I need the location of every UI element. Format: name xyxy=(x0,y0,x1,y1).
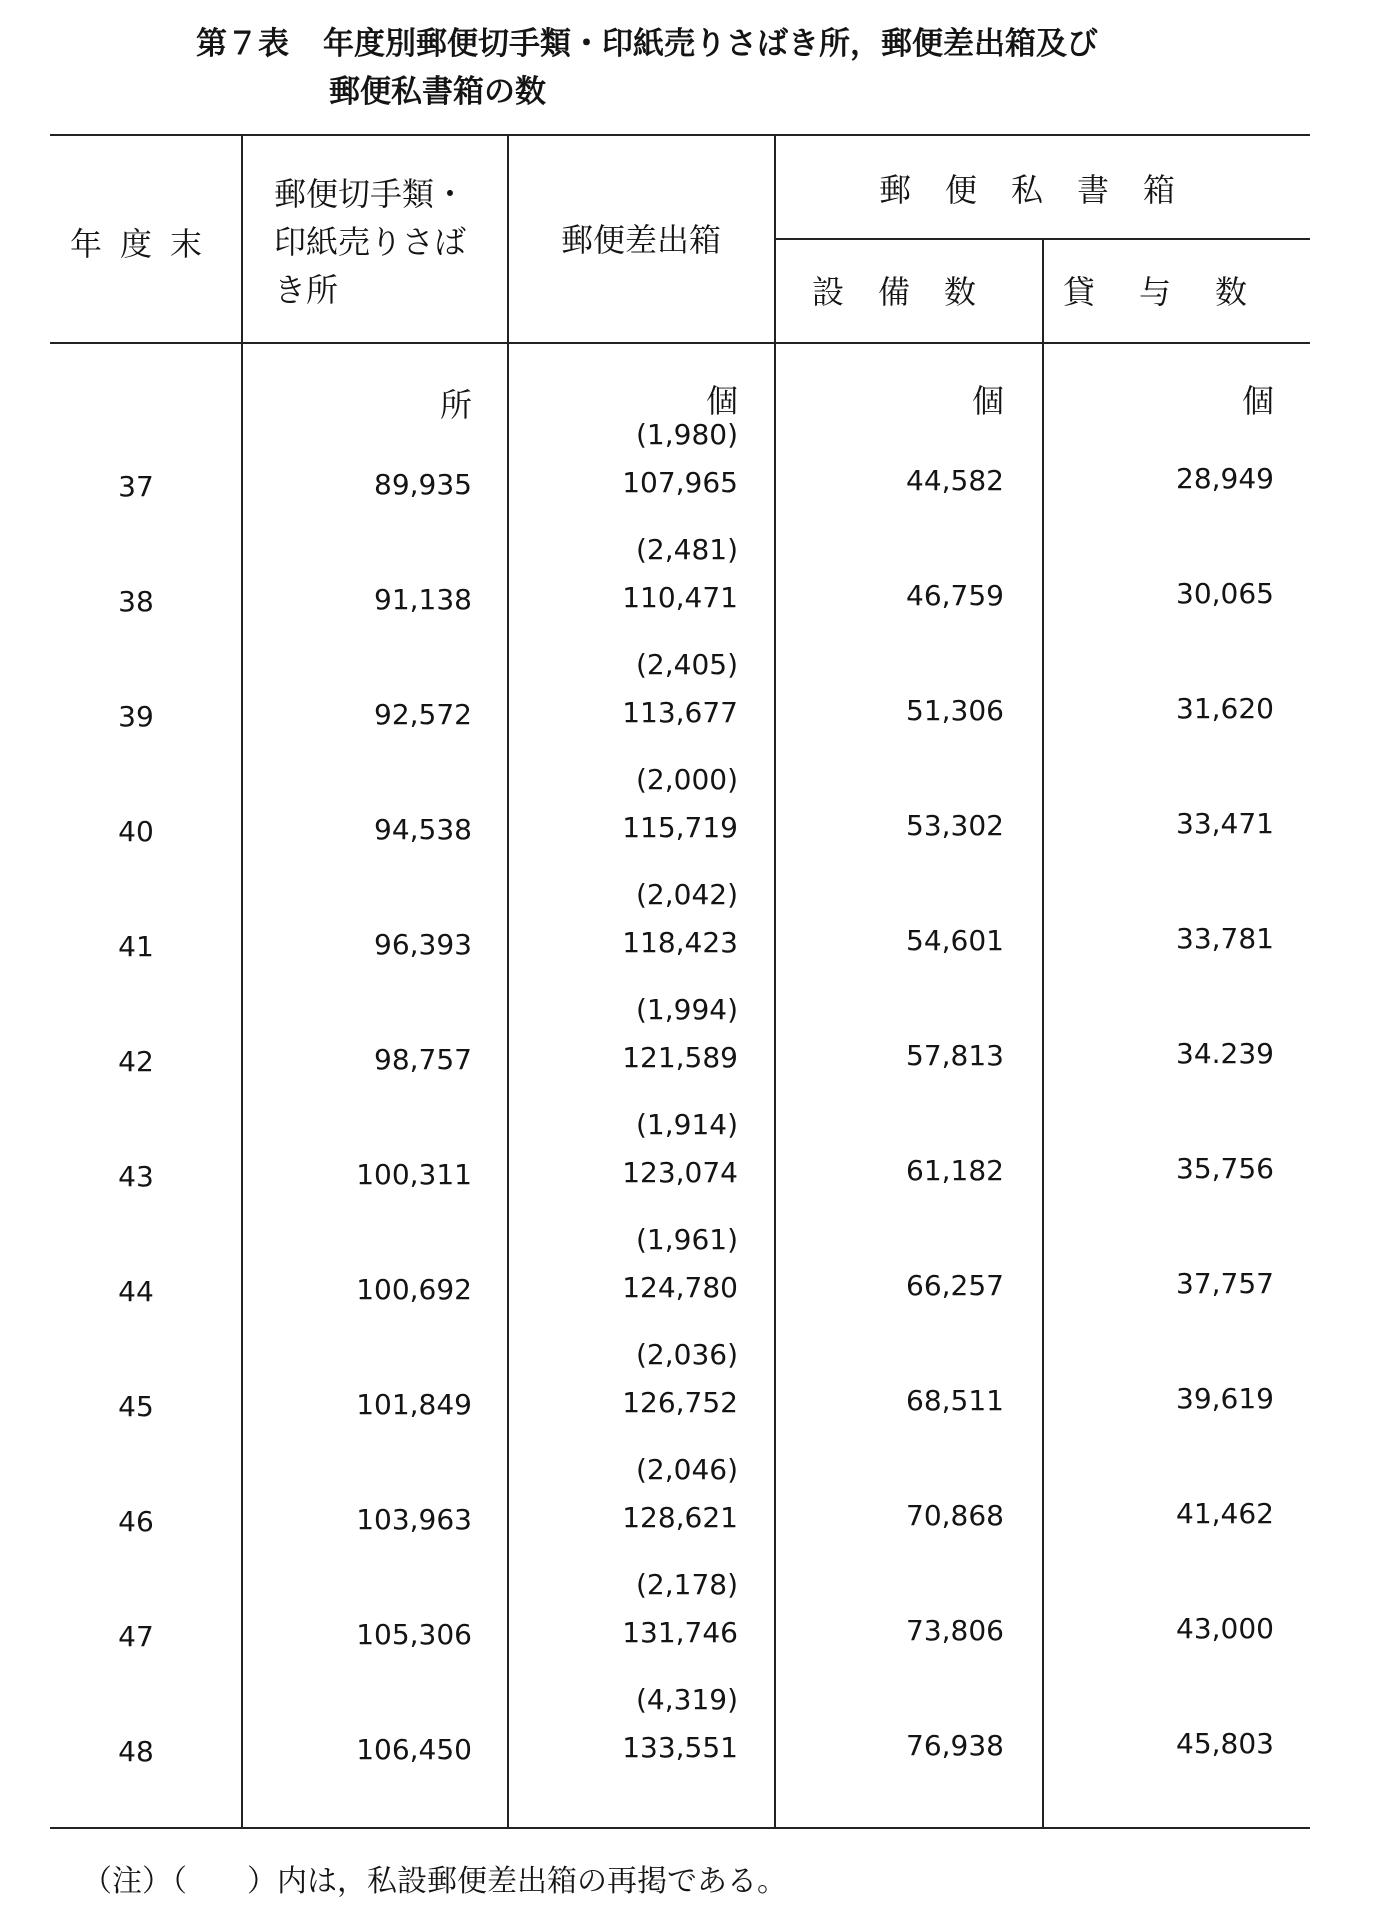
cell-stamp-sellers: 96,393 xyxy=(374,928,472,961)
cell-loaned: 34.239 xyxy=(1176,1037,1274,1070)
cell-loaned: 31,620 xyxy=(1176,692,1274,725)
cell-loaned: 37,757 xyxy=(1176,1267,1274,1300)
cell-mailbox-private: (2,481) xyxy=(635,533,738,566)
col-divider-2 xyxy=(507,135,509,1827)
cell-loaned: 39,619 xyxy=(1176,1382,1274,1415)
cell-mailbox: 123,074 xyxy=(622,1156,738,1189)
cell-loaned: 43,000 xyxy=(1176,1612,1274,1645)
cell-stamp-sellers: 91,138 xyxy=(374,583,472,616)
cell-mailbox: 124,780 xyxy=(622,1271,738,1304)
unit-mailbox: 個 xyxy=(705,382,738,420)
cell-installed: 70,868 xyxy=(906,1499,1004,1532)
header-mailbox: 郵便差出箱 xyxy=(560,221,721,259)
cell-mailbox: 110,471 xyxy=(622,581,738,614)
cell-year: 45 xyxy=(118,1390,154,1423)
unit-installed: 個 xyxy=(971,382,1004,420)
cell-stamp-sellers: 92,572 xyxy=(374,698,472,731)
header-stamp-line-3: き所 xyxy=(274,271,339,309)
cell-stamp-sellers: 101,849 xyxy=(356,1388,472,1421)
col-divider-1 xyxy=(241,135,243,1827)
cell-stamp-sellers: 100,692 xyxy=(356,1273,472,1306)
header-year: 年度末 xyxy=(69,225,220,263)
cell-year: 37 xyxy=(118,470,154,503)
table-number: 第７表 xyxy=(196,26,289,62)
header-stamp-line-2: 印紙売りさば xyxy=(274,223,467,261)
cell-mailbox-private: (1,994) xyxy=(635,993,738,1026)
cell-mailbox: 131,746 xyxy=(622,1616,738,1649)
header-pobox: 郵便私書箱 xyxy=(878,171,1209,209)
cell-mailbox-private: (2,046) xyxy=(635,1453,738,1486)
cell-installed: 51,306 xyxy=(906,694,1004,727)
cell-loaned: 28,949 xyxy=(1176,462,1274,495)
cell-mailbox-private: (1,961) xyxy=(635,1223,738,1256)
cell-mailbox: 128,621 xyxy=(622,1501,738,1534)
cell-stamp-sellers: 106,450 xyxy=(356,1733,472,1766)
cell-year: 47 xyxy=(118,1620,154,1653)
cell-mailbox: 115,719 xyxy=(622,811,738,844)
cell-year: 41 xyxy=(118,930,154,963)
cell-installed: 54,601 xyxy=(906,924,1004,957)
cell-installed: 73,806 xyxy=(906,1614,1004,1647)
col-divider-3 xyxy=(774,135,776,1827)
unit-loaned: 個 xyxy=(1241,382,1274,420)
cell-mailbox-private: (4,319) xyxy=(635,1683,738,1716)
cell-installed: 76,938 xyxy=(906,1729,1004,1762)
cell-stamp-sellers: 100,311 xyxy=(356,1158,472,1191)
header-bottom-rule xyxy=(50,342,1310,344)
footnote: （注）（ ）内は，私設郵便差出箱の再掲である。 xyxy=(82,1864,787,1899)
cell-loaned: 45,803 xyxy=(1176,1727,1274,1760)
cell-stamp-sellers: 94,538 xyxy=(374,813,472,846)
cell-loaned: 30,065 xyxy=(1176,577,1274,610)
cell-year: 44 xyxy=(118,1275,154,1308)
cell-stamp-sellers: 98,757 xyxy=(374,1043,472,1076)
cell-mailbox: 126,752 xyxy=(622,1386,738,1419)
cell-installed: 61,182 xyxy=(906,1154,1004,1187)
header-stamp-sellers xyxy=(250,170,524,314)
cell-loaned: 41,462 xyxy=(1176,1497,1274,1530)
cell-installed: 66,257 xyxy=(906,1269,1004,1302)
cell-loaned: 33,781 xyxy=(1176,922,1274,955)
cell-mailbox-private: (1,980) xyxy=(635,418,738,451)
cell-mailbox-private: (2,036) xyxy=(635,1338,738,1371)
table-title xyxy=(196,20,1098,116)
cell-year: 48 xyxy=(118,1735,154,1768)
cell-loaned: 33,471 xyxy=(1176,807,1274,840)
cell-mailbox: 118,423 xyxy=(622,926,738,959)
unit-stamp: 所 xyxy=(439,386,472,424)
header-loaned: 貸与数 xyxy=(1062,273,1291,311)
cell-mailbox-private: (2,178) xyxy=(635,1568,738,1601)
cell-year: 43 xyxy=(118,1160,154,1193)
cell-stamp-sellers: 89,935 xyxy=(374,468,472,501)
cell-mailbox: 121,589 xyxy=(622,1041,738,1074)
cell-mailbox-private: (2,000) xyxy=(635,763,738,796)
cell-installed: 44,582 xyxy=(906,464,1004,497)
cell-installed: 53,302 xyxy=(906,809,1004,842)
header-installed: 設備数 xyxy=(811,273,1010,311)
cell-year: 38 xyxy=(118,585,154,618)
cell-year: 46 xyxy=(118,1505,154,1538)
cell-mailbox-private: (2,405) xyxy=(635,648,738,681)
header-stamp-line-1: 郵便切手類・ xyxy=(274,175,467,213)
cell-stamp-sellers: 103,963 xyxy=(356,1503,472,1536)
cell-year: 40 xyxy=(118,815,154,848)
col-divider-4 xyxy=(1042,238,1044,1827)
cell-mailbox: 113,677 xyxy=(622,696,738,729)
cell-installed: 46,759 xyxy=(906,579,1004,612)
cell-mailbox: 107,965 xyxy=(622,466,738,499)
bottom-rule xyxy=(50,1827,1310,1829)
cell-year: 42 xyxy=(118,1045,154,1078)
cell-mailbox-private: (2,042) xyxy=(635,878,738,911)
top-rule xyxy=(50,134,1310,136)
cell-installed: 68,511 xyxy=(906,1384,1004,1417)
cell-installed: 57,813 xyxy=(906,1039,1004,1072)
title-line-2: 郵便私書箱の数 xyxy=(329,74,546,110)
title-line-1: 年度別郵便切手類・印紙売りさばき所，郵便差出箱及び xyxy=(323,26,1098,62)
cell-stamp-sellers: 105,306 xyxy=(356,1618,472,1651)
cell-mailbox-private: (1,914) xyxy=(635,1108,738,1141)
cell-mailbox: 133,551 xyxy=(622,1731,738,1764)
cell-year: 39 xyxy=(118,700,154,733)
cell-loaned: 35,756 xyxy=(1176,1152,1274,1185)
